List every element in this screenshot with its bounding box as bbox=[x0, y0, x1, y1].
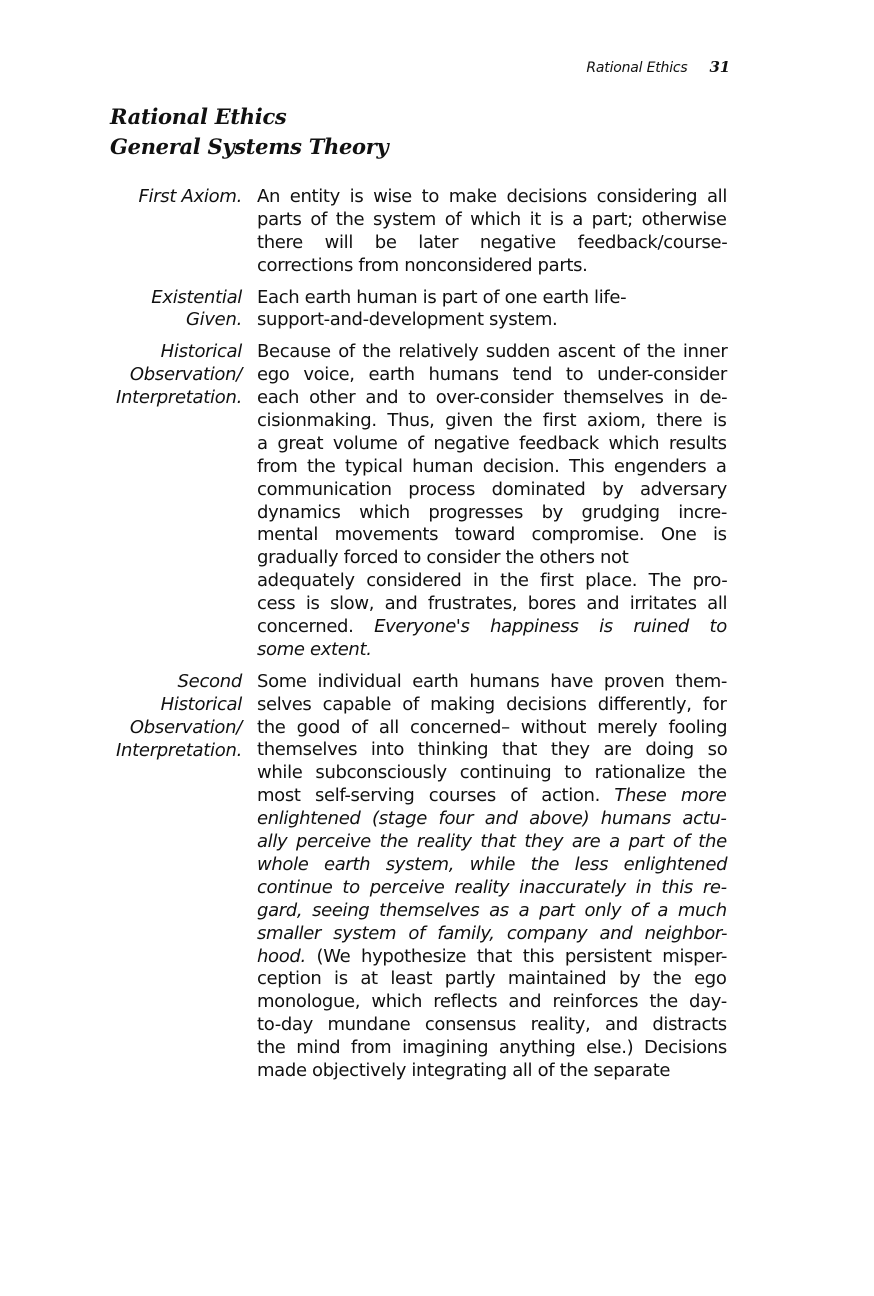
body-line bbox=[257, 739, 727, 762]
body-text: Each earth human is part of one earth life- bbox=[257, 286, 627, 308]
body-line bbox=[257, 186, 727, 209]
body-text: communication process dominated by adversary bbox=[257, 478, 727, 500]
body-text: An entity is wise to make decisions considering all bbox=[257, 186, 727, 207]
body-text: ego voice, earth humans tend to under-consider bbox=[257, 364, 727, 386]
running-head-title: Rational Ethics bbox=[586, 60, 688, 76]
body-line bbox=[257, 309, 727, 332]
italic-text: hood. bbox=[257, 945, 306, 967]
body-text: adequately considered in the first place. The pro- bbox=[257, 570, 728, 592]
body-line bbox=[257, 900, 727, 923]
body-text: dynamics which progresses by grudging incre- bbox=[257, 501, 728, 523]
entry bbox=[0, 341, 874, 661]
body-line bbox=[257, 968, 727, 991]
body-line bbox=[257, 287, 727, 310]
body-line bbox=[257, 547, 727, 570]
body-line bbox=[257, 387, 727, 410]
section-title-line: Rational Ethics bbox=[110, 104, 287, 129]
body-text: the mind from imagining anything else.) Decisions bbox=[257, 1037, 727, 1059]
entry-label-line: Second bbox=[177, 670, 242, 692]
body-line bbox=[257, 232, 727, 255]
body-line bbox=[257, 1060, 727, 1083]
body-line bbox=[257, 1037, 727, 1060]
body-line bbox=[257, 762, 727, 785]
body-text: while subconsciously continuing to rationalize the bbox=[257, 762, 727, 784]
body-line bbox=[257, 785, 727, 808]
body-text: to-day mundane consensus reality, and distracts bbox=[257, 1014, 727, 1036]
body-text: the good of all concerned– without merely fooling bbox=[257, 716, 728, 738]
entry-label-line: Existential bbox=[151, 286, 242, 308]
body-line bbox=[257, 923, 727, 946]
entry-label-line: First Axiom. bbox=[138, 186, 242, 207]
page-number: 31 bbox=[709, 58, 730, 76]
body-text: cess is slow, and frustrates, bores and irritates all bbox=[257, 593, 728, 615]
entry-body bbox=[257, 341, 727, 661]
italic-text: These more bbox=[614, 785, 727, 807]
entry-body bbox=[257, 186, 727, 278]
body-line bbox=[257, 639, 727, 662]
italic-text: continue to perceive reality inaccurately in this re- bbox=[257, 876, 727, 898]
body-text: support-and-development system. bbox=[257, 309, 558, 331]
body-line bbox=[257, 209, 727, 232]
body-text: mental movements toward compromise. One is bbox=[257, 524, 727, 546]
entry-label-line: Given. bbox=[185, 309, 242, 331]
entry-label bbox=[80, 671, 242, 763]
body-line bbox=[257, 341, 727, 364]
body-line bbox=[257, 255, 727, 278]
body-text: monologue, which reflects and reinforces the day- bbox=[257, 991, 727, 1013]
italic-text: smaller system of family, company and neighbor- bbox=[257, 922, 728, 944]
entry bbox=[0, 287, 874, 333]
body-line bbox=[257, 479, 727, 502]
body-line bbox=[257, 433, 727, 456]
entry-label-line: Historical bbox=[160, 341, 242, 363]
entry-body bbox=[257, 287, 727, 333]
body-line bbox=[257, 616, 727, 639]
italic-text: Everyone's happiness is ruined to bbox=[374, 616, 727, 638]
body-line bbox=[257, 524, 727, 547]
body-line bbox=[257, 694, 727, 717]
body-line bbox=[257, 456, 727, 479]
body-text: there will be later negative feedback/course- bbox=[257, 231, 728, 253]
body-text: themselves into thinking that they are doing so bbox=[257, 739, 728, 761]
italic-text: ally perceive the reality that they are a part of the bbox=[257, 831, 727, 853]
entry-label bbox=[80, 341, 242, 410]
entry-body bbox=[257, 671, 727, 1083]
body-line bbox=[257, 593, 727, 616]
section-title bbox=[110, 102, 388, 162]
body-line bbox=[257, 854, 727, 877]
italic-text: gard, seeing themselves as a part only of a much bbox=[257, 899, 727, 921]
body-text: each other and to over-consider themselves in de- bbox=[257, 387, 728, 409]
body-text: concerned. bbox=[257, 616, 375, 638]
body-text: ception is at least partly maintained by the ego bbox=[257, 968, 727, 990]
body-line bbox=[257, 364, 727, 387]
body-line bbox=[257, 671, 727, 694]
body-line bbox=[257, 570, 727, 593]
italic-text: whole earth system, while the less enlightened bbox=[257, 853, 728, 875]
body-line bbox=[257, 717, 727, 740]
body-text: gradually forced to consider the others not bbox=[257, 547, 629, 569]
entry-label-line: Interpretation. bbox=[116, 387, 242, 409]
body-text: a great volume of negative feedback which results bbox=[257, 432, 727, 454]
body-text: most self-serving courses of action. bbox=[257, 785, 615, 807]
body-text: from the typical human decision. This engenders a bbox=[257, 455, 727, 477]
body-text: Because of the relatively sudden ascent of the inner bbox=[257, 341, 728, 363]
entry-label-line: Observation/ bbox=[129, 364, 242, 386]
italic-text: enlightened (stage four and above) humans actu- bbox=[257, 808, 727, 830]
body-text: (We hypothesize that this persistent misper- bbox=[305, 945, 728, 967]
body-text: parts of the system of which it is a part; otherwise bbox=[257, 208, 727, 230]
body-line bbox=[257, 502, 727, 525]
body-text: selves capable of making decisions differently, for bbox=[257, 693, 727, 715]
body-text: made objectively integrating all of the separate bbox=[257, 1059, 671, 1081]
entry-label-line: Observation/ bbox=[129, 716, 242, 738]
entry bbox=[0, 671, 874, 1083]
body-line bbox=[257, 808, 727, 831]
body-line bbox=[257, 991, 727, 1014]
body-line bbox=[257, 877, 727, 900]
entry-label bbox=[80, 287, 242, 333]
body-text: cisionmaking. Thus, given the first axiom, there is bbox=[257, 410, 727, 432]
italic-text: some extent. bbox=[257, 638, 372, 660]
entry bbox=[0, 186, 874, 278]
body-line bbox=[257, 410, 727, 433]
running-head bbox=[540, 58, 730, 76]
entry-label-line: Interpretation. bbox=[116, 739, 242, 761]
entries-list bbox=[0, 186, 874, 1092]
entry-label-line: Historical bbox=[160, 693, 242, 715]
section-subtitle-line: General Systems Theory bbox=[110, 134, 389, 159]
body-line bbox=[257, 1014, 727, 1037]
entry-label bbox=[80, 186, 242, 209]
body-text: Some individual earth humans have proven them- bbox=[257, 670, 728, 692]
body-text: corrections from nonconsidered parts. bbox=[257, 254, 588, 276]
body-line bbox=[257, 831, 727, 854]
body-line bbox=[257, 946, 727, 969]
